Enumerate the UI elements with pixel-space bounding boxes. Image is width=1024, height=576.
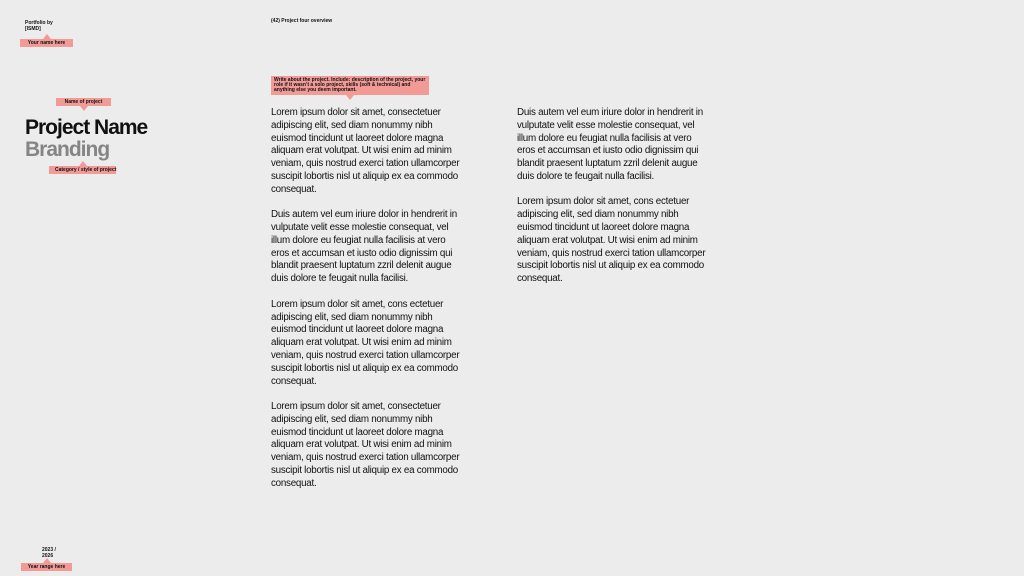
category-style-tag: Category / style of project bbox=[49, 166, 116, 174]
body-paragraph: Duis autem vel eum iriure dolor in hendrerit in vulputate velit esse molestie consequat, vel illum dolore eu feugiat nulla facilisis at vero eros et accumsan et iusto odio dignissim qui blandit praesent luptatum zzril delenit augue duis dolore te feugait nulla facilisi. bbox=[271, 209, 457, 285]
body-paragraph: Lorem ipsum dolor sit amet, cons ectetuer adipiscing elit, sed diam nonummy nibh euismod tincidunt ut laoreet dolore magna aliquam erat volutpat. Ut wisi enim ad minim veniam, quis nostrud exerci tation ullamcorper suscipit lobortis nisl ut aliquip ex ea commodo consequat. bbox=[517, 196, 706, 285]
portfolio-by-label: Portfolio by [ISMD] bbox=[25, 20, 53, 32]
year-range-tag: Year range here bbox=[21, 563, 72, 571]
project-category-title: Branding bbox=[25, 138, 110, 161]
body-paragraph: Lorem ipsum dolor sit amet, consectetuer adipiscing elit, sed diam nonummy nibh euismod tincidunt ut laoreet dolore magna aliquam erat volutpat. Ut wisi enim ad minim veniam, quis nostrud exerci tation ullamcorper suscipit lobortis nisl ut aliquip ex ea commodo consequat. bbox=[271, 107, 460, 195]
year-label: 2023 / 2026 bbox=[42, 547, 56, 559]
body-text-column-2 bbox=[517, 107, 721, 299]
name-of-project-tag: Name of project bbox=[56, 98, 111, 106]
body-paragraph: Lorem ipsum dolor sit amet, consectetuer adipiscing elit, sed diam nonummy nibh euismod tincidunt ut laoreet dolore magna aliquam erat volutpat. Ut wisi enim ad minim veniam, quis nostrud exerci tation ullamcorper suscipit lobortis nisl ut aliquip ex ea commodo consequat. bbox=[271, 401, 460, 489]
project-name-title: Project Name bbox=[25, 116, 148, 139]
body-text-column-1 bbox=[271, 107, 475, 503]
body-paragraph: Lorem ipsum dolor sit amet, cons ectetuer adipiscing elit, sed diam nonummy nibh euismod tincidunt ut laoreet dolore magna aliquam erat volutpat. Ut wisi enim ad minim veniam, quis nostrud exerci tation ullamcorper suscipit lobortis nisl ut aliquip ex ea commodo consequat. bbox=[271, 298, 460, 387]
project-description-instruction-tag: Write about the project. Include: description of the project, your role if it wasn’t a solo project, skills (soft & technical) and anything else you deem important. bbox=[271, 76, 429, 95]
your-name-tag: Your name here bbox=[20, 39, 73, 47]
body-paragraph: Duis autem vel eum iriure dolor in hendrerit in vulputate velit esse molestie consequat, vel illum dolore eu feugiat nulla facilisis at vero eros et accumsan et iusto odio dignissim qui blandit praesent luptatum zzril delenit augue duis dolore te feugait nulla facilisi. bbox=[517, 107, 703, 182]
project-overview-label: (42) Project four overview bbox=[271, 18, 333, 24]
